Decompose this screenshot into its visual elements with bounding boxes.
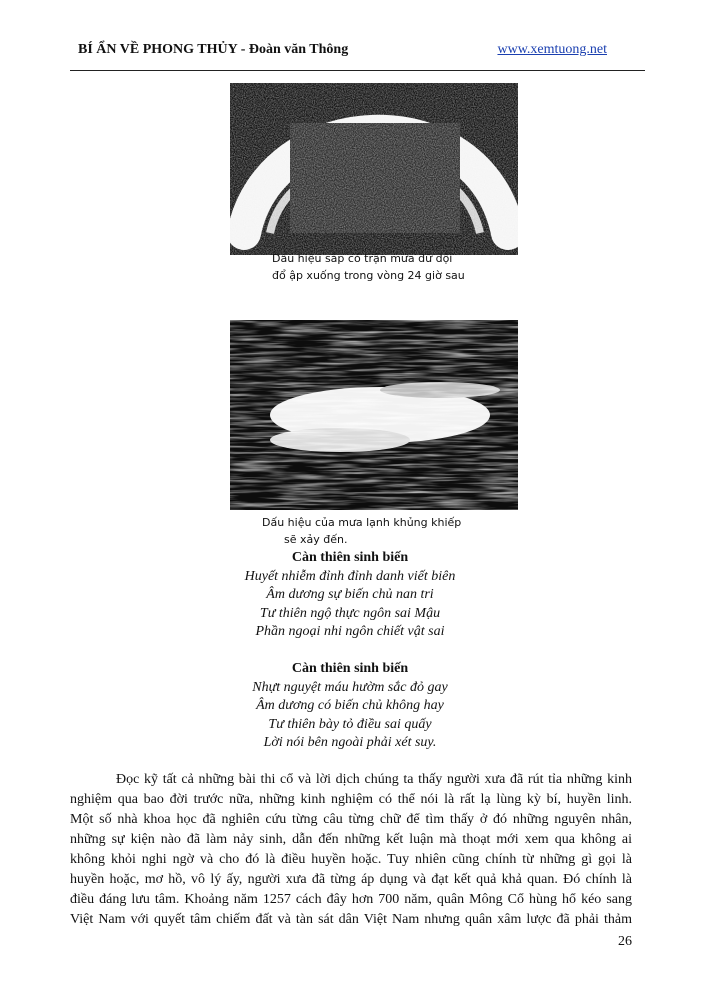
poem-title: Càn thiên sinh biến (291, 550, 409, 565)
caption-line: Dấu hiệu sắp có trận mưa dữ dội (272, 252, 453, 265)
poem-line: Huyết nhiễm đỉnh đỉnh danh viết biên (244, 568, 456, 584)
caption-line: đổ ập xuống trong vòng 24 giờ sau (272, 269, 465, 282)
caption-line: Dấu hiệu của mưa lạnh khủng khiếp (262, 516, 462, 529)
poem-translation (150, 660, 550, 753)
poem-original (150, 549, 550, 642)
poem-line: Âm dương có biến chủ không hay (256, 698, 444, 713)
paragraph-line: nghiệm qua bao đời trước nữa, những kinh nghiệm có thể nói là rất lạ lùng kỳ bí, huyền linh. (70, 792, 632, 807)
paragraph-line: Đọc kỹ tất cả những bài thi cổ và lời dịch chúng ta thấy người xưa đã rút tỉa những kinh (116, 772, 632, 787)
body-paragraph (70, 770, 632, 930)
caption-storm-sign (272, 250, 465, 284)
cloud-sun-photo (230, 320, 518, 510)
poem-line: Phần ngoại nhi ngôn chiết vật sai (255, 624, 445, 639)
website-link[interactable]: www.xemtuong.net (497, 42, 607, 57)
document-title: BÍ ẨN VỀ PHONG THỦY - Đoàn văn Thông (78, 42, 349, 57)
caption-cold-rain-sign (262, 514, 461, 548)
poem-line: Lời nói bên ngoài phải xét suy. (263, 735, 437, 750)
poem-title: Càn thiên sinh biến (291, 661, 409, 676)
weather-sign-figure (222, 78, 520, 548)
page-number: 26 (618, 934, 632, 949)
poem-line: Âm dương sự biến chủ nan tri (266, 587, 434, 602)
paragraph-line: điều đáng lưu tâm. Khoảng năm 1257 cách đây hơn 700 năm, quân Mông Cổ hùng hổ kéo sang (70, 892, 632, 907)
poem-line: Tư thiên ngộ thực ngôn sai Mậu (259, 605, 441, 621)
paragraph-line: huyền hoặc, mơ hồ, vô lý ấy, người xưa đã từng áp dụng và đạt kết quả khả quan. Đó chính là (70, 872, 632, 887)
paragraph-line: Việt Nam với quyết tâm chiếm đất và tàn sát dân Việt Nam nhưng quân xâm lược đã phải thảm (70, 912, 632, 927)
caption-line: sẽ xảy đến. (284, 533, 348, 546)
paragraph-line: Một số nhà khoa học đã nghiên cứu từng câu từng chữ để tìm thấy ở đó những nguyên nhân, (70, 812, 632, 827)
sky-arc-photo (230, 83, 518, 255)
poem-line: Tư thiên bày tỏ điều sai quấy (268, 716, 432, 732)
paragraph-line: những sự kiện nào đã làm nảy sinh, dẫn đến những kết luận mà thoạt mới xem qua không ai (70, 832, 632, 847)
page-header (70, 40, 645, 71)
poem-line: Nhựt nguyệt máu hườm sắc đỏ gay (252, 679, 448, 695)
paragraph-line: không khỏi nghi ngờ và cho đó là điều huyền hoặc. Tuy nhiên cũng chính từ những gì gọi là (70, 852, 632, 867)
